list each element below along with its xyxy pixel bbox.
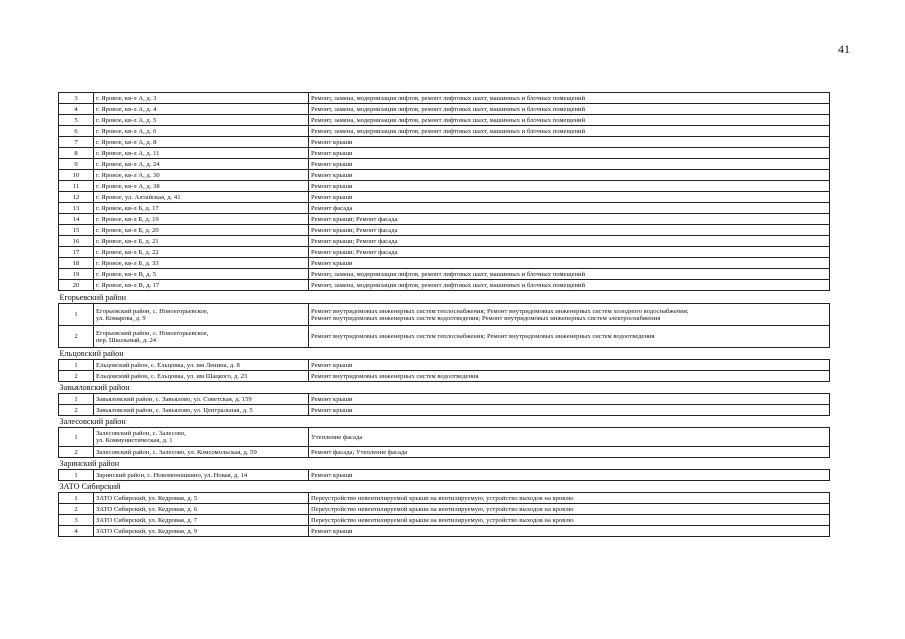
table-row [59,247,830,258]
table-row [59,428,830,447]
row-work: Ремонт крыши [309,159,830,170]
table-row [59,526,830,537]
row-number: 2 [59,447,94,458]
row-number: 11 [59,181,94,192]
row-address: г. Яровое, кв-л В, д. 17 [94,280,309,291]
table-row [59,304,830,326]
table-row [59,148,830,159]
table-row [59,181,830,192]
table-row [59,137,830,148]
table-row [59,258,830,269]
row-work: Ремонт, замена, модернизация лифтов, ремонт лифтовых шахт, машинных и блочных помещений [309,104,830,115]
section-zavyalovsky [59,382,830,416]
row-number: 2 [59,371,94,382]
district-heading: ЗАТО Сибирский [59,481,830,493]
row-address: Ельцовский район, с. Ельцовка, ул. им Ленина, д. 8 [94,360,309,371]
row-address: г. Яровое, кв-л А, д. 3 [94,93,309,104]
row-work: Ремонт фасада; Утепление фасада [309,447,830,458]
address-line: Егорьевский район, с. Новоегорьевское, [96,329,209,337]
row-number: 13 [59,203,94,214]
section-zato [59,481,830,537]
row-address: Завьяловский район, с. Завьялово, ул. Советская, д. 159 [94,394,309,405]
row-address: г. Яровое, ул. Алтайская, д. 41 [94,192,309,203]
row-number: 7 [59,137,94,148]
row-work: Ремонт крыши [309,181,830,192]
row-address: г. Яровое, кв-л Б, д. 19 [94,214,309,225]
work-line: Ремонт внутридомовых инженерных систем водоотведения; Ремонт внутридомовых инженерных систем электроснабжения [311,314,661,322]
repair-program-table [58,92,830,537]
row-number: 10 [59,170,94,181]
table-row [59,93,830,104]
row-work: Ремонт, замена, модернизация лифтов, ремонт лифтовых шахт, машинных и блочных помещений [309,269,830,280]
row-number: 14 [59,214,94,225]
table-row [59,236,830,247]
row-work [309,304,830,326]
table-row [59,159,830,170]
table-row [59,214,830,225]
row-work: Ремонт крыши [309,148,830,159]
row-number: 16 [59,236,94,247]
row-work: Ремонт, замена, модернизация лифтов, ремонт лифтовых шахт, машинных и блочных помещений [309,280,830,291]
table-row [59,269,830,280]
row-number: 5 [59,115,94,126]
row-number: 8 [59,148,94,159]
row-number: 1 [59,394,94,405]
row-address: г. Яровое, кв-л Б, д. 33 [94,258,309,269]
row-number: 6 [59,126,94,137]
row-address: ЗАТО Сибирский, ул. Кедровая, д. 5 [94,493,309,504]
page-number: 41 [838,42,850,56]
row-number: 19 [59,269,94,280]
work-line: Ремонт внутридомовых инженерных систем теплоснабжения; Ремонт внутридомовых инженерных систем холодного водоснабжения; [311,307,689,315]
table-row [59,394,830,405]
row-address: г. Яровое, кв-л А, д. 38 [94,181,309,192]
row-address: ЗАТО Сибирский, ул. Кедровая, д. 7 [94,515,309,526]
table-row [59,104,830,115]
row-address: г. Яровое, кв-л Б, д. 21 [94,236,309,247]
row-work: Ремонт крыши [309,360,830,371]
row-work: Ремонт, замена, модернизация лифтов, ремонт лифтовых шахт, машинных и блочных помещений [309,93,830,104]
row-work: Ремонт крыши [309,192,830,203]
row-address: г. Яровое, кв-л А, д. 24 [94,159,309,170]
district-heading-row [59,416,830,428]
row-work: Ремонт крыши [309,258,830,269]
table-row [59,126,830,137]
district-heading-row [59,382,830,394]
row-work: Ремонт внутридомовых инженерных систем теплоснабжения; Ремонт внутридомовых инженерных систем водоотведения [309,326,830,348]
row-work: Переустройство невентилируемой крыши на вентилируемую, устройство выходов на кровлю [309,515,830,526]
row-work: Ремонт крыши [309,394,830,405]
district-heading: Егорьевский район [59,291,830,304]
section-zarinsky [59,458,830,481]
row-number: 17 [59,247,94,258]
table-row [59,192,830,203]
row-work: Ремонт крыши [309,526,830,537]
district-heading-row [59,458,830,470]
district-heading-row [59,348,830,360]
row-address: Залесовский район, с. Залесово, ул. Комсомольская, д. 59 [94,447,309,458]
row-number: 1 [59,428,94,447]
row-number: 20 [59,280,94,291]
row-number: 2 [59,405,94,416]
row-address: г. Яровое, кв-л А, д. 6 [94,126,309,137]
row-work: Ремонт крыши; Ремонт фасада [309,214,830,225]
row-work: Ремонт внутридомовых инженерных систем водоотведения [309,371,830,382]
table-row [59,493,830,504]
district-heading: Ельцовский район [59,348,830,360]
row-number: 1 [59,470,94,481]
document-body [58,92,829,537]
table-row [59,225,830,236]
row-address [94,326,309,348]
district-heading: Завьяловский район [59,382,830,394]
row-address: г. Яровое, кв-л А, д. 11 [94,148,309,159]
row-work: Ремонт крыши [309,470,830,481]
row-address: г. Яровое, кв-л Б, д. 20 [94,225,309,236]
row-number: 12 [59,192,94,203]
address-line: ул. Коммунистическая, д. 1 [96,437,173,444]
table-row [59,360,830,371]
row-work: Переустройство невентилируемой крыши на вентилируемую, устройство выходов на кровлю [309,504,830,515]
table-row [59,470,830,481]
row-work: Утепление фасада [309,428,830,447]
row-address: г. Яровое, кв-л А, д. 4 [94,104,309,115]
row-address: г. Яровое, кв-л В, д. 5 [94,269,309,280]
table-row [59,326,830,348]
row-address [94,428,309,447]
table-row [59,504,830,515]
row-address: ЗАТО Сибирский, ул. Кедровая, д. 9 [94,526,309,537]
row-number: 3 [59,93,94,104]
table-row [59,371,830,382]
row-number: 1 [59,493,94,504]
section-egoryevsky [59,291,830,348]
row-address: ЗАТО Сибирский, ул. Кедровая, д. 6 [94,504,309,515]
district-heading-row [59,291,830,304]
row-address: Завьяловский район, с. Завьялово, ул. Центральная, д. 5 [94,405,309,416]
row-work: Ремонт крыши; Ремонт фасада [309,236,830,247]
table-row [59,280,830,291]
row-work: Ремонт, замена, модернизация лифтов, ремонт лифтовых шахт, машинных и блочных помещений [309,126,830,137]
table-row [59,115,830,126]
address-line: ул. Комарова, д. 9 [96,314,146,322]
row-number: 3 [59,515,94,526]
table-row [59,170,830,181]
row-work: Ремонт крыши; Ремонт фасада [309,225,830,236]
row-number: 4 [59,526,94,537]
district-heading-row [59,481,830,493]
section-eltsovsky [59,348,830,382]
row-number: 4 [59,104,94,115]
row-address [94,304,309,326]
row-work: Ремонт крыши [309,170,830,181]
table-row [59,515,830,526]
table-row [59,203,830,214]
row-work: Ремонт крыши [309,405,830,416]
top-rows [59,93,830,291]
row-address: Ельцовский район, с. Ельцовка, ул. им Шацкого, д. 23 [94,371,309,382]
row-number: 2 [59,504,94,515]
row-address: г. Яровое, кв-л Б, д. 17 [94,203,309,214]
district-heading: Залесовский район [59,416,830,428]
table-row [59,447,830,458]
address-line: Егорьевский район, с. Новоегорьевское, [96,307,209,315]
address-line: Залесовский район, с. Залесово, [96,430,186,437]
row-address: г. Яровое, кв-л А, д. 30 [94,170,309,181]
row-number: 18 [59,258,94,269]
row-number: 1 [59,304,94,326]
row-number: 15 [59,225,94,236]
district-heading: Заринский район [59,458,830,470]
row-number: 1 [59,360,94,371]
row-work: Ремонт, замена, модернизация лифтов, ремонт лифтовых шахт, машинных и блочных помещений [309,115,830,126]
table-row [59,405,830,416]
row-work: Ремонт крыши; Ремонт фасада [309,247,830,258]
row-work: Ремонт фасада [309,203,830,214]
row-number: 2 [59,326,94,348]
row-work: Ремонт крыши [309,137,830,148]
row-address: г. Яровое, кв-л А, д. 8 [94,137,309,148]
row-work: Переустройство невентилируемой крыши на вентилируемую, устройство выходов на кровлю [309,493,830,504]
row-address: Заринский район, с. Новомоношкино, ул. Новая, д. 14 [94,470,309,481]
row-number: 9 [59,159,94,170]
row-address: г. Яровое, кв-л Б, д. 22 [94,247,309,258]
section-zalesovsky [59,416,830,458]
address-line: пер. Школьный, д. 24 [96,336,157,344]
row-address: г. Яровое, кв-л А, д. 5 [94,115,309,126]
